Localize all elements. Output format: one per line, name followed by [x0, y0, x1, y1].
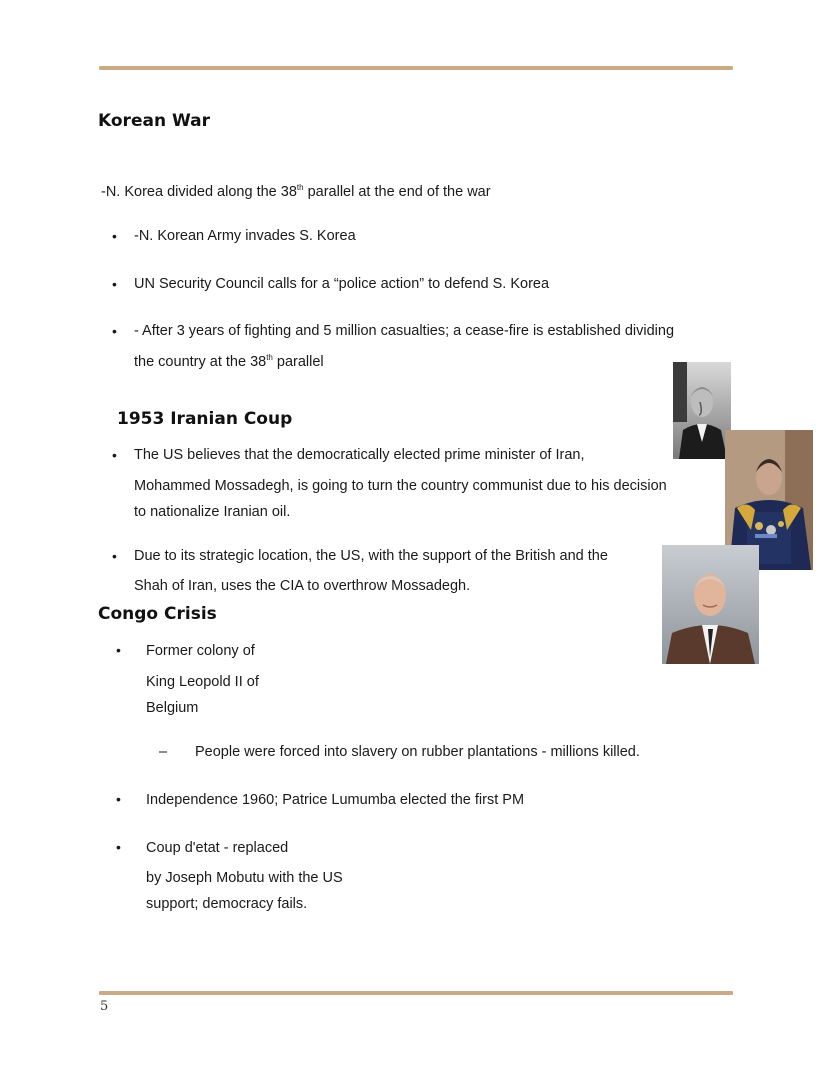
- korean-intro: -N. Korea divided along the 38th parallel at the end of the war: [101, 183, 491, 200]
- bullet-marker: •: [112, 323, 117, 339]
- portrait-mossadegh: [673, 362, 731, 459]
- korean-bullet-1: -N. Korean Army invades S. Korea: [134, 228, 356, 244]
- bullet-marker: •: [116, 642, 121, 658]
- korean-bullet-2: UN Security Council calls for a “police action” to defend S. Korea: [134, 276, 550, 292]
- congo-bullet-1-line-2: King Leopold II of: [146, 674, 259, 690]
- portrait-eisenhower: [662, 545, 759, 664]
- korean-bullet-3-line-2: the country at the 38th parallel: [134, 353, 324, 370]
- top-divider: [99, 66, 733, 70]
- congo-bullet-3-line-3: support; democracy fails.: [146, 896, 308, 912]
- iran-bullet-2-line-1: Due to its strategic location, the US, with the support of the British and the: [134, 548, 608, 564]
- congo-bullet-1-line-3: Belgium: [146, 700, 199, 716]
- iran-bullet-1-line-1: The US believes that the democratically elected prime minister of Iran,: [134, 447, 585, 463]
- iran-bullet-2-line-2: Shah of Iran, uses the CIA to overthrow Mossadegh.: [134, 578, 471, 594]
- bullet-marker: •: [116, 839, 121, 855]
- bullet-marker: •: [112, 276, 117, 292]
- congo-bullet-2: Independence 1960; Patrice Lumumba elected the first PM: [146, 792, 525, 808]
- bullet-marker: •: [116, 791, 121, 807]
- section-title-iranian-coup: 1953 Iranian Coup: [117, 409, 293, 429]
- korean-bullet-3-line-1: - After 3 years of fighting and 5 million casualties; a cease-fire is established dividing: [134, 323, 675, 339]
- sub-bullet-dash: –: [159, 744, 168, 760]
- iran-bullet-1-line-3: to nationalize Iranian oil.: [134, 504, 291, 520]
- bullet-marker: •: [112, 447, 117, 463]
- congo-bullet-3-line-2: by Joseph Mobutu with the US: [146, 870, 343, 886]
- congo-bullet-1-line-1: Former colony of: [146, 643, 255, 659]
- congo-sub-bullet: People were forced into slavery on rubber plantations - millions killed.: [195, 744, 640, 760]
- iran-bullet-1-line-2: Mohammed Mossadegh, is going to turn the country communist due to his decision: [134, 478, 667, 494]
- page-number: 5: [100, 999, 109, 1014]
- bottom-divider: [99, 991, 733, 995]
- section-title-congo-crisis: Congo Crisis: [98, 604, 217, 624]
- bullet-marker: •: [112, 228, 117, 244]
- congo-bullet-3-line-1: Coup d'etat - replaced: [146, 840, 289, 856]
- bullet-marker: •: [112, 548, 117, 564]
- section-title-korean-war: Korean War: [98, 111, 210, 131]
